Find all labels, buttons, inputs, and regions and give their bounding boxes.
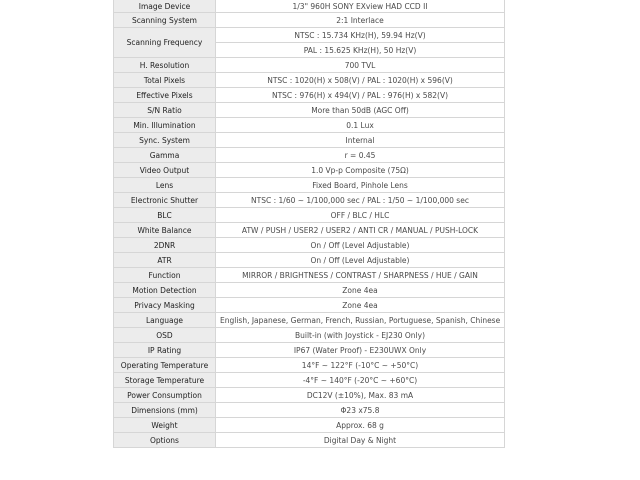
spec-value: NTSC : 15.734 KHz(H), 59.94 Hz(V)	[216, 28, 505, 43]
spec-row	[114, 58, 505, 73]
spec-value: 0.1 Lux	[216, 118, 505, 133]
spec-row	[114, 133, 505, 148]
spec-value: Approx. 68 g	[216, 418, 505, 433]
spec-label: Sync. System	[114, 133, 216, 148]
spec-label: OSD	[114, 328, 216, 343]
spec-value: On / Off (Level Adjustable)	[216, 253, 505, 268]
spec-value: Fixed Board, Pinhole Lens	[216, 178, 505, 193]
spec-label: Function	[114, 268, 216, 283]
spec-value: More than 50dB (AGC Off)	[216, 103, 505, 118]
spec-label: Options	[114, 433, 216, 448]
spec-label: Operating Temperature	[114, 358, 216, 373]
spec-label: 2DNR	[114, 238, 216, 253]
spec-label: Scanning Frequency	[114, 28, 216, 58]
spec-table-body	[114, 0, 505, 448]
spec-value: NTSC : 1020(H) x 508(V) / PAL : 1020(H) x 596(V)	[216, 73, 505, 88]
spec-label: Dimensions (mm)	[114, 403, 216, 418]
spec-value: 1/3" 960H SONY EXview HAD CCD II	[216, 0, 505, 13]
spec-row	[114, 28, 505, 43]
spec-value: -4°F ~ 140°F (-20°C ~ +60°C)	[216, 373, 505, 388]
spec-label: Scanning System	[114, 13, 216, 28]
spec-label: Language	[114, 313, 216, 328]
spec-label: Weight	[114, 418, 216, 433]
spec-row	[114, 223, 505, 238]
spec-label: H. Resolution	[114, 58, 216, 73]
spec-value: Built-in (with Joystick - EJ230 Only)	[216, 328, 505, 343]
spec-value: NTSC : 1/60 ~ 1/100,000 sec / PAL : 1/50 ~ 1/100,000 sec	[216, 193, 505, 208]
spec-label: Power Consumption	[114, 388, 216, 403]
spec-table	[113, 0, 505, 448]
spec-value: 2:1 Interlace	[216, 13, 505, 28]
spec-row	[114, 283, 505, 298]
spec-label: Storage Temperature	[114, 373, 216, 388]
spec-value: Internal	[216, 133, 505, 148]
spec-row	[114, 178, 505, 193]
spec-row	[114, 358, 505, 373]
spec-value: OFF / BLC / HLC	[216, 208, 505, 223]
spec-label: S/N Ratio	[114, 103, 216, 118]
spec-value: 14°F ~ 122°F (-10°C ~ +50°C)	[216, 358, 505, 373]
spec-value: 700 TVL	[216, 58, 505, 73]
spec-label: White Balance	[114, 223, 216, 238]
spec-row	[114, 343, 505, 358]
spec-value: Φ23 x75.8	[216, 403, 505, 418]
spec-row	[114, 13, 505, 28]
spec-label: Effective Pixels	[114, 88, 216, 103]
spec-value: Zone 4ea	[216, 298, 505, 313]
spec-row	[114, 88, 505, 103]
spec-label: Privacy Masking	[114, 298, 216, 313]
spec-label: Electronic Shutter	[114, 193, 216, 208]
spec-label: BLC	[114, 208, 216, 223]
spec-label: Video Output	[114, 163, 216, 178]
spec-row	[114, 193, 505, 208]
spec-row	[114, 103, 505, 118]
spec-label: Motion Detection	[114, 283, 216, 298]
spec-row	[114, 403, 505, 418]
spec-row	[114, 313, 505, 328]
spec-label: ATR	[114, 253, 216, 268]
spec-row	[114, 328, 505, 343]
spec-value: On / Off (Level Adjustable)	[216, 238, 505, 253]
spec-value: MIRROR / BRIGHTNESS / CONTRAST / SHARPNESS / HUE / GAIN	[216, 268, 505, 283]
spec-row	[114, 418, 505, 433]
spec-row	[114, 373, 505, 388]
spec-label: Gamma	[114, 148, 216, 163]
spec-value: PAL : 15.625 KHz(H), 50 Hz(V)	[216, 43, 505, 58]
spec-row	[114, 163, 505, 178]
spec-value: r = 0.45	[216, 148, 505, 163]
spec-label: Total Pixels	[114, 73, 216, 88]
spec-row	[114, 253, 505, 268]
spec-label: Min. Illumination	[114, 118, 216, 133]
spec-row	[114, 0, 505, 13]
spec-value: DC12V (±10%), Max. 83 mA	[216, 388, 505, 403]
spec-row	[114, 118, 505, 133]
spec-value: Digital Day & Night	[216, 433, 505, 448]
spec-label: Lens	[114, 178, 216, 193]
spec-row	[114, 148, 505, 163]
spec-value: ATW / PUSH / USER2 / USER2 / ANTI CR / MANUAL / PUSH-LOCK	[216, 223, 505, 238]
spec-value: Zone 4ea	[216, 283, 505, 298]
spec-value: NTSC : 976(H) x 494(V) / PAL : 976(H) x 582(V)	[216, 88, 505, 103]
spec-row	[114, 268, 505, 283]
spec-value: 1.0 Vp-p Composite (75Ω)	[216, 163, 505, 178]
spec-row	[114, 433, 505, 448]
spec-row	[114, 388, 505, 403]
spec-row	[114, 298, 505, 313]
spec-label: IP Rating	[114, 343, 216, 358]
spec-row	[114, 238, 505, 253]
spec-row	[114, 73, 505, 88]
spec-row	[114, 208, 505, 223]
spec-label: Image Device	[114, 0, 216, 13]
spec-value: IP67 (Water Proof) - E230UWX Only	[216, 343, 505, 358]
spec-value: English, Japanese, German, French, Russian, Portuguese, Spanish, Chinese	[216, 313, 505, 328]
